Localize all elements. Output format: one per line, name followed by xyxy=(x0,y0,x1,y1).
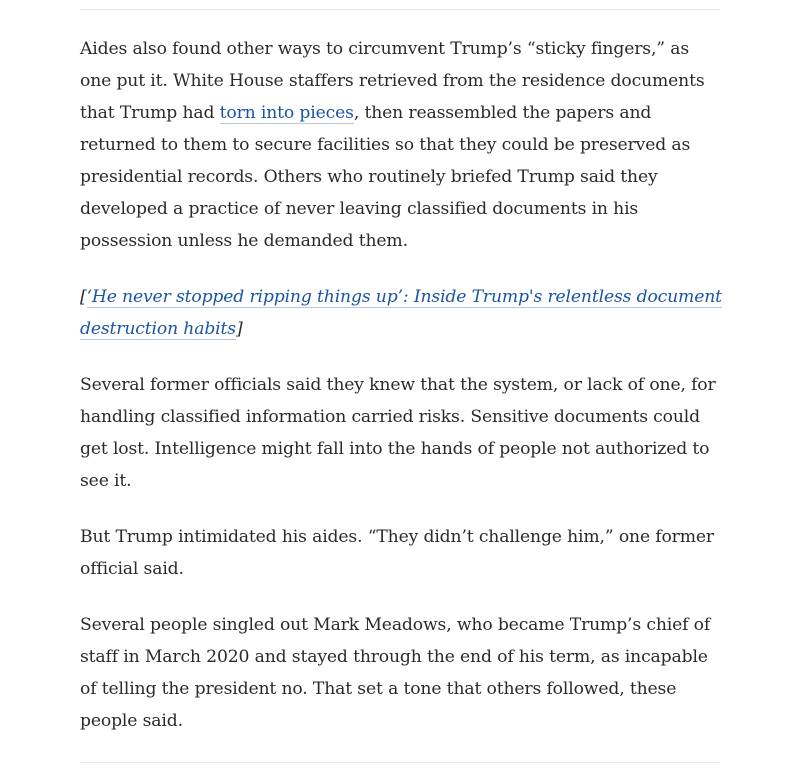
related-article-callout xyxy=(80,281,725,345)
related-article-link[interactable]: ‘He never stopped ripping things up’: Inside Trump's relentless document destruction habits xyxy=(80,287,722,339)
torn-into-pieces-link[interactable]: torn into pieces xyxy=(219,103,354,123)
paragraph-1 xyxy=(80,33,725,257)
paragraph-3: But Trump intimidated his aides. “They didn’t challenge him,” one former official said. xyxy=(80,527,714,579)
paragraph-1-text-start: Aides also found other ways to circumvent Trump’s “sticky fingers,” as one put it. White House staffers retrieved from the residence documents that Trump had xyxy=(80,39,705,123)
related-close-bracket: ] xyxy=(235,319,243,339)
paragraph-2: Several former officials said they knew that the system, or lack of one, for handling classified information carried risks. Sensitive documents could get lost. Intelligence might fall into the hands of people not authorized to see it. xyxy=(80,375,716,491)
article-body xyxy=(80,33,725,761)
paragraph-4: Several people singled out Mark Meadows, who became Trump’s chief of staff in March 2020 and stayed through the end of his term, as incapable of telling the president no. That set a tone that others followed, these people said. xyxy=(80,615,711,731)
bottom-divider xyxy=(80,762,720,763)
top-divider xyxy=(80,9,720,10)
paragraph-1-text-end: , then reassembled the papers and returned to them to secure facilities so that they could be preserved as presidential records. Others who routinely briefed Trump said they developed a practice of never leaving classified documents in his possession unless he demanded them. xyxy=(80,103,691,251)
related-open-bracket: [ xyxy=(80,287,87,307)
